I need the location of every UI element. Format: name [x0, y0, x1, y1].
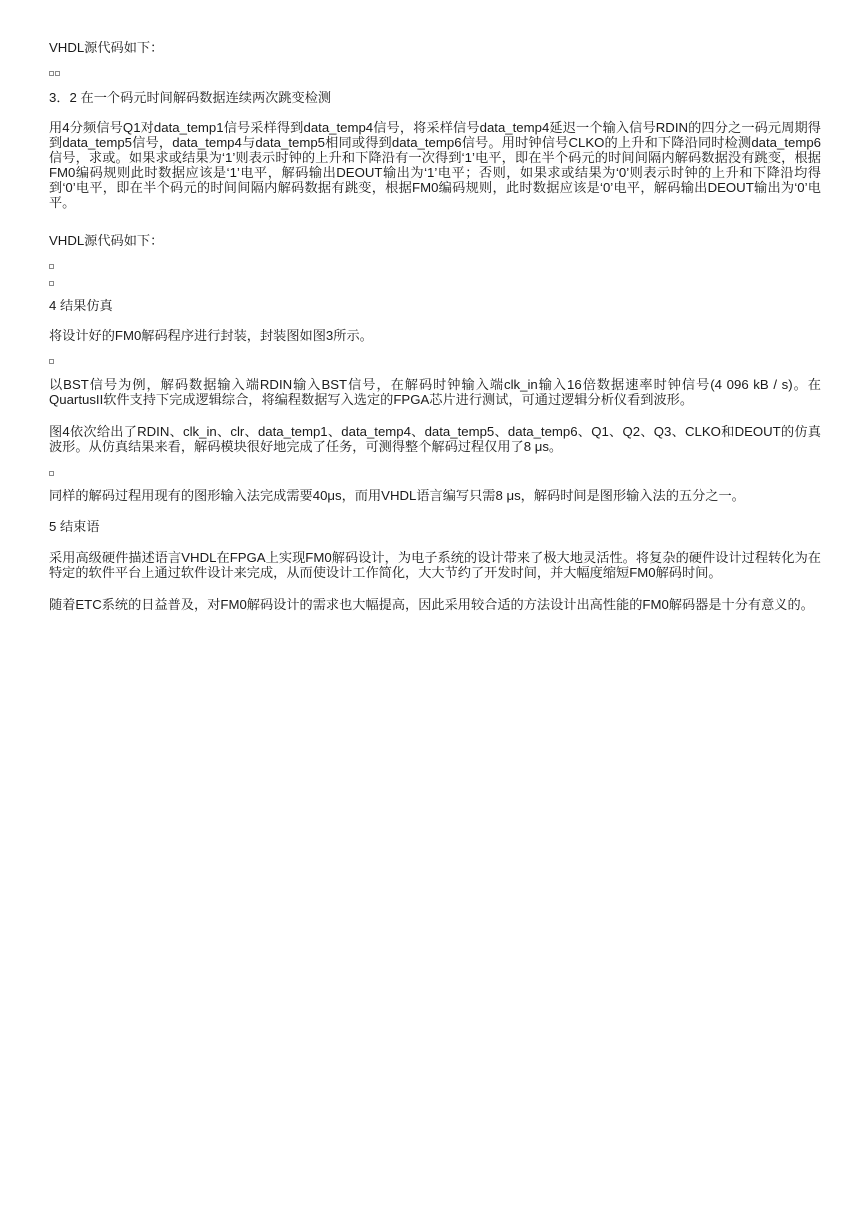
broken-image-icon	[55, 71, 60, 76]
paragraph-conclusion-2: 随着ETC系统的日益普及，对FM0解码设计的需求也大幅提高，因此采用较合适的方法设计出高性能的FM0解码器是十分有意义的。	[49, 597, 814, 612]
paragraph-timing-comparison: 同样的解码过程用现有的图形输入法完成需要40μs，而用VHDL语言编写只需8 μs，解码时间是图形输入法的五分之一。	[49, 488, 745, 503]
broken-image-icon	[49, 471, 54, 476]
vhdl-source-label-2: VHDL源代码如下：	[49, 233, 164, 248]
figure-4-placeholder	[49, 471, 54, 476]
code-image-placeholder-2	[49, 264, 54, 269]
section-heading-3-2: 3．2 在一个码元时间解码数据连续两次跳变检测	[49, 90, 332, 105]
broken-image-icon	[49, 359, 54, 364]
paragraph-conclusion-1: 采用高级硬件描述语言VHDL在FPGA上实现FM0解码设计，为电子系统的设计带来了极大地灵活性。将复杂的硬件设计过程转化为在特定的软件平台上通过软件设计来完成，从而使设计工作简化，大大节约了开发时间，并大幅度缩短FM0解码时间。	[49, 550, 821, 580]
paragraph-bst-signal: 以BST信号为例，解码数据输入端RDIN输入BST信号，在解码时钟输入端clk_in输入16倍数据速率时钟信号(4 096 kB / s)。在QuartusII软件支持下完成逻辑综合，将编程数据写入选定的FPGA芯片进行测试，可通过逻辑分析仪看到波形。	[49, 377, 821, 407]
broken-image-icon	[49, 264, 54, 269]
broken-image-icon	[49, 281, 54, 286]
code-image-placeholder-1	[49, 71, 60, 76]
vhdl-source-label-1: VHDL源代码如下：	[49, 40, 164, 55]
figure-3-placeholder	[49, 359, 54, 364]
paragraph-simulation-waveforms: 图4依次给出了RDIN、clk_in、clr、data_temp1、data_temp4、data_temp5、data_temp6、Q1、Q2、Q3、CLKO和DEOUT的仿真波形。从仿真结果来看，解码模块很好地完成了任务，可测得整个解码过程仅用了8 μs。	[49, 424, 821, 454]
code-image-placeholder-3	[49, 281, 54, 286]
paragraph-detection-method: 用4分频信号Q1对data_temp1信号采样得到data_temp4信号，将采样信号data_temp4延迟一个输入信号RDIN的四分之一码元周期得到data_temp5信号，data_temp4与data_temp5相同或得到data_temp6信号。用时钟信号CLKO的上升和下降沿同时检测data_temp6信号，求或。如果求或结果为‘1’则表示时钟的上升和下降沿有一次得到‘1’电平，即在半个码元的时间间隔内解码数据没有跳变，根据FM0编码规则此时数据应该是‘1’电平，解码输出DEOUT输出为‘1’电平；否则，如果求或结果为‘0’则表示时钟的上升和下降沿均得到‘0’电平，即在半个码元的时间间隔内解码数据有跳变，根据FM0编码规则，此时数据应该是‘0’电平，解码输出DEOUT输出为‘0’电平。	[49, 120, 821, 210]
section-heading-4: 4 结果仿真	[49, 298, 113, 313]
broken-image-icon	[49, 71, 54, 76]
paragraph-packaging: 将设计好的FM0解码程序进行封装，封装图如图3所示。	[49, 328, 373, 343]
section-heading-5: 5 结束语	[49, 519, 100, 534]
